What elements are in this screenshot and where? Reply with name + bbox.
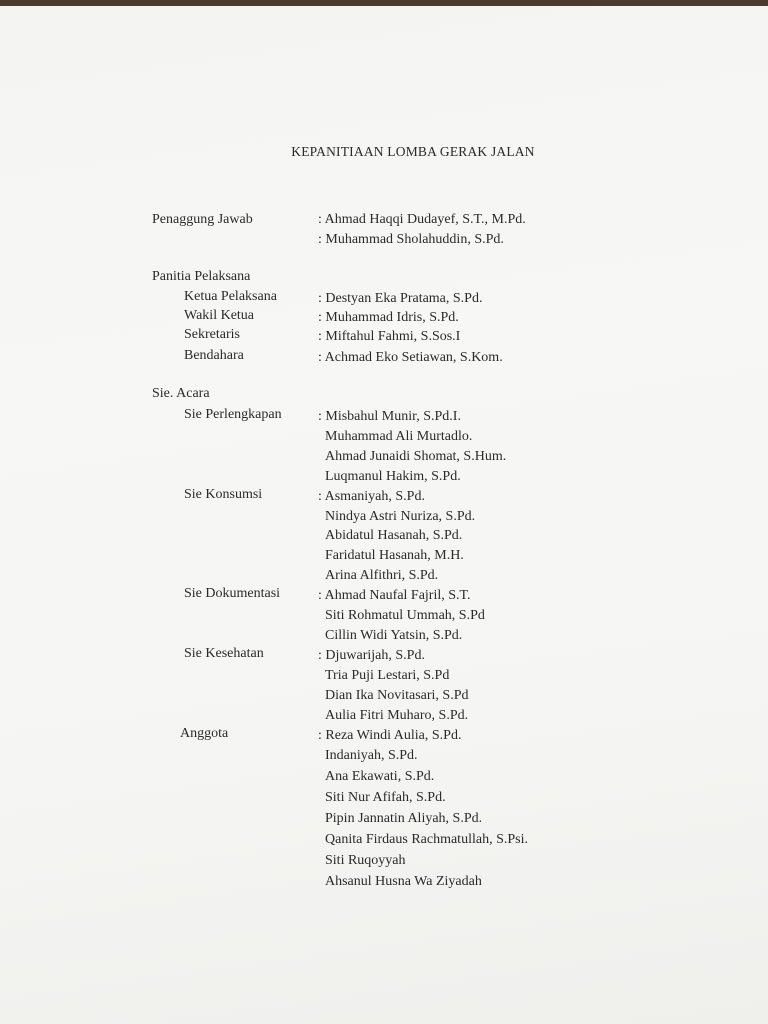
penanggung-jawab-name-1: : Ahmad Haqqi Dudayef, S.T., M.Pd. xyxy=(318,212,526,227)
label-sie-perlengkapan: Sie Perlengkapan xyxy=(184,407,282,422)
sie-kesehatan-name-4: Aulia Fitri Muharo, S.Pd. xyxy=(325,708,469,723)
label-sekretaris: Sekretaris xyxy=(184,327,240,342)
sie-konsumsi-name-2: Nindya Astri Nuriza, S.Pd. xyxy=(325,509,476,524)
sie-konsumsi-name-1: : Asmaniyah, S.Pd. xyxy=(318,489,425,504)
label-bendahara: Bendahara xyxy=(184,348,244,363)
label-penanggung-jawab: Penaggung Jawab xyxy=(152,212,253,227)
anggota-name-6: Qanita Firdaus Rachmatullah, S.Psi. xyxy=(325,832,528,847)
sie-perlengkapan-name-2: Muhammad Ali Murtadlo. xyxy=(325,429,473,444)
sie-dokumentasi-name-2: Siti Rohmatul Ummah, S.Pd xyxy=(325,608,485,623)
label-anggota: Anggota xyxy=(180,726,229,741)
sie-dokumentasi-name-1: : Ahmad Naufal Fajril, S.T. xyxy=(318,588,471,603)
sie-perlengkapan-name-4: Luqmanul Hakim, S.Pd. xyxy=(325,469,461,484)
sie-perlengkapan-name-3: Ahmad Junaidi Shomat, S.Hum. xyxy=(325,449,507,464)
wakil-ketua-name: : Muhammad Idris, S.Pd. xyxy=(318,310,459,325)
sie-kesehatan-name-3: Dian Ika Novitasari, S.Pd xyxy=(325,688,469,703)
anggota-name-4: Siti Nur Afifah, S.Pd. xyxy=(325,790,446,805)
label-sie-acara: Sie. Acara xyxy=(152,386,210,401)
label-sie-dokumentasi: Sie Dokumentasi xyxy=(184,586,281,601)
penanggung-jawab-name-2: : Muhammad Sholahuddin, S.Pd. xyxy=(318,232,504,247)
label-panitia-pelaksana: Panitia Pelaksana xyxy=(152,269,251,284)
sie-konsumsi-name-3: Abidatul Hasanah, S.Pd. xyxy=(325,528,463,543)
label-ketua-pelaksana: Ketua Pelaksana xyxy=(184,289,277,304)
sie-kesehatan-name-2: Tria Puji Lestari, S.Pd xyxy=(325,668,450,683)
label-sie-konsumsi: Sie Konsumsi xyxy=(184,487,263,502)
bendahara-name: : Achmad Eko Setiawan, S.Kom. xyxy=(318,350,503,365)
sie-perlengkapan-name-1: : Misbahul Munir, S.Pd.I. xyxy=(318,409,461,424)
anggota-name-3: Ana Ekawati, S.Pd. xyxy=(325,769,435,784)
label-sie-kesehatan: Sie Kesehatan xyxy=(184,646,264,661)
anggota-name-1: : Reza Windi Aulia, S.Pd. xyxy=(318,728,462,743)
sekretaris-name: : Miftahul Fahmi, S.Sos.I xyxy=(318,329,461,344)
sie-konsumsi-name-4: Faridatul Hasanah, M.H. xyxy=(325,548,464,563)
anggota-name-8: Ahsanul Husna Wa Ziyadah xyxy=(325,874,482,889)
anggota-name-2: Indaniyah, S.Pd. xyxy=(325,748,418,763)
ketua-pelaksana-name: : Destyan Eka Pratama, S.Pd. xyxy=(318,291,483,306)
document-title: KEPANITIAAN LOMBA GERAK JALAN xyxy=(291,144,535,159)
anggota-name-5: Pipin Jannatin Aliyah, S.Pd. xyxy=(325,811,483,826)
label-wakil-ketua: Wakil Ketua xyxy=(184,308,255,323)
sie-dokumentasi-name-3: Cillin Widi Yatsin, S.Pd. xyxy=(325,628,463,643)
anggota-name-7: Siti Ruqoyyah xyxy=(325,853,406,868)
sie-konsumsi-name-5: Arina Alfithri, S.Pd. xyxy=(325,568,439,583)
sie-kesehatan-name-1: : Djuwarijah, S.Pd. xyxy=(318,648,425,663)
